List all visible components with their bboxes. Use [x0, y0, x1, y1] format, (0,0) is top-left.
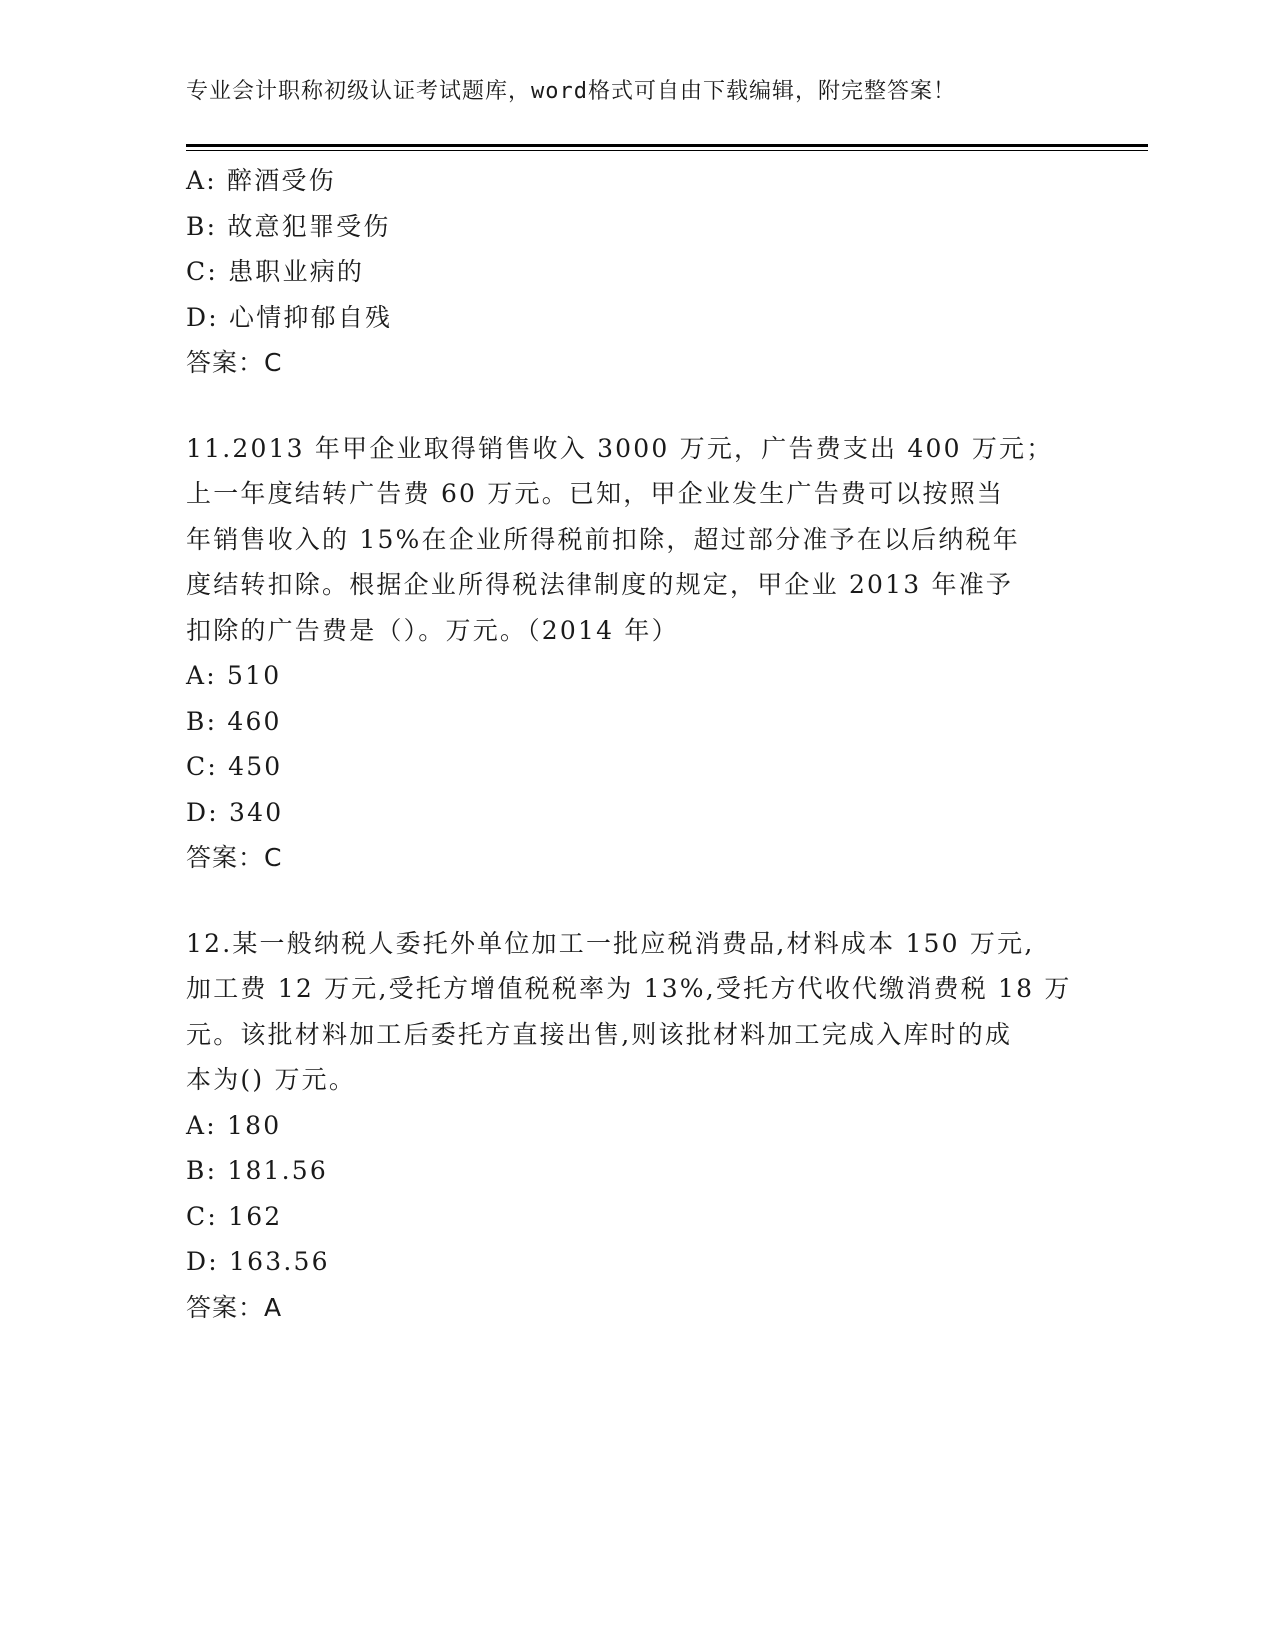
answer: 答案：A — [186, 1292, 283, 1322]
question-text-line: 加工费 12 万元,受托方增值税税率为 13%,受托方代收代缴消费税 18 万 — [186, 974, 1072, 1003]
option-d: D: 163.56 — [186, 1247, 330, 1276]
question-text-line: 元。该批材料加工后委托方直接出售,则该批材料加工完成入库时的成 — [186, 1019, 1013, 1049]
question-text-line: 11.2013 年甲企业取得销售收入 3000 万元，广告费支出 400 万元； — [186, 433, 1054, 463]
document-body — [186, 158, 1072, 1330]
header-rule-thick — [186, 144, 1148, 147]
question-text-line: 本为() 万元。 — [186, 1065, 357, 1094]
option-d: D: 心情抑郁自残 — [186, 302, 393, 332]
option-b: B: 460 — [186, 706, 282, 736]
option-d: D: 340 — [186, 797, 284, 827]
option-a: A: 醉酒受伤 — [186, 166, 336, 195]
option-a: A: 510 — [186, 661, 282, 690]
header-rule-thin — [186, 150, 1148, 151]
option-c: C: 450 — [186, 752, 283, 781]
question-block-11 — [186, 426, 1066, 881]
option-c: C: 患职业病的 — [186, 257, 365, 286]
question-text-line: 12.某一般纳税人委托外单位加工一批应税消费品,材料成本 150 万元, — [186, 928, 1035, 958]
question-text-line: 上一年度结转广告费 60 万元。已知，甲企业发生广告费可以按照当 — [186, 479, 1005, 508]
page-header: 专业会计职称初级认证考试题库，word格式可自由下载编辑，附完整答案！ — [186, 79, 956, 104]
question-text-line: 扣除的广告费是（）。万元。（2014 年） — [186, 615, 679, 645]
option-b: B: 181.56 — [186, 1156, 329, 1185]
option-c: C: 162 — [186, 1201, 283, 1231]
option-a: A: 180 — [186, 1110, 282, 1140]
question-text-line: 年销售收入的 15%在企业所得税前扣除，超过部分准予在以后纳税年 — [186, 524, 1020, 554]
question-text-line: 度结转扣除。根据企业所得税法律制度的规定，甲企业 2013 年准予 — [186, 570, 1014, 599]
answer: 答案：C — [186, 843, 283, 872]
option-b: B: 故意犯罪受伤 — [186, 211, 391, 241]
question-block-12 — [186, 921, 1072, 1331]
answer: 答案：C — [186, 348, 283, 377]
question-block-10 — [186, 158, 1066, 386]
